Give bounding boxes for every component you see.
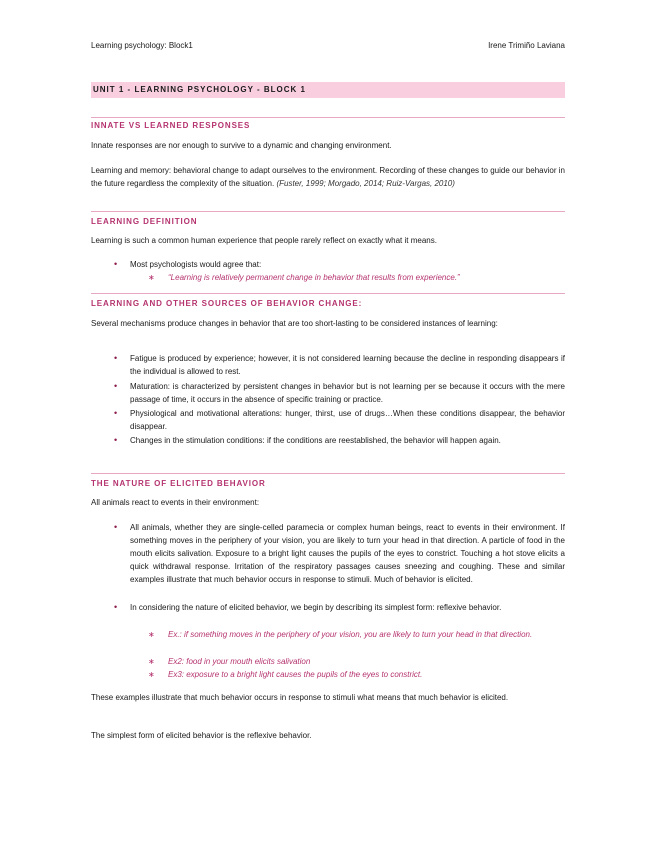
paragraph: All animals react to events in their environment: — [91, 498, 260, 507]
header-right: Irene Trimiño Laviana — [488, 41, 565, 50]
paragraph: Innate responses are nor enough to survive to a dynamic and changing environment. — [91, 141, 392, 150]
example-item: ∗ Ex3: exposure to a bright light causes the pupils of the eyes to constrict. — [168, 668, 565, 681]
paragraph: The simplest form of elicited behavior is the reflexive behavior. — [91, 731, 312, 740]
paragraph: Several mechanisms produce changes in behavior that are too short-lasting to be considered instances of learning: — [91, 319, 498, 328]
list-item: • Changes in the stimulation conditions: if the conditions are reestablished, the behavior will happen again. — [130, 434, 565, 447]
paragraph — [91, 164, 565, 190]
list-item: • Maturation: is characterized by persistent changes in behavior but is not learning per se because it occurs with the mere passage of time, it occurs in the absence of specific training or practice. — [130, 380, 565, 406]
example-item: ∗ Ex2: food in your mouth elicits salivation — [168, 655, 565, 668]
section-rule — [91, 117, 565, 118]
section-rule — [91, 211, 565, 212]
quote-item: ∗ “Learning is relatively permanent change in behavior that results from experience.” — [168, 271, 565, 284]
list-item: • Fatigue is produced by experience; however, it is not considered learning because the decline in responding disappears if the individual is allowed to rest. — [130, 352, 565, 378]
list-item: • Physiological and motivational alterations: hunger, thirst, use of drugs…When these conditions disappear, the behavior disappear. — [130, 407, 565, 433]
list-item: • Most psychologists would agree that: — [130, 258, 565, 271]
example-item: ∗ Ex.: if something moves in the periphery of your vision, you are likely to turn your head in that direction. — [168, 628, 565, 641]
section-title-elicited: THE NATURE OF ELICITED BEHAVIOR — [91, 479, 266, 488]
paragraph: Learning is such a common human experience that people rarely reflect on exactly what it means. — [91, 236, 437, 245]
unit-title: UNIT 1 - LEARNING PSYCHOLOGY - BLOCK 1 — [91, 82, 565, 98]
citation: (Fuster, 1999; Morgado, 2014; Ruiz-Vargas, 2010) — [276, 179, 455, 188]
list-item: • In considering the nature of elicited behavior, we begin by describing its simplest form: reflexive behavior. — [130, 601, 565, 614]
section-title-innate: INNATE VS LEARNED RESPONSES — [91, 121, 251, 130]
paragraph-text: Learning and memory: behavioral change to adapt ourselves to the environment. Recording of these changes to guide our behavior in the future regardless the complexity of the situation. — [91, 166, 565, 188]
list-item: • All animals, whether they are single-celled paramecia or complex human beings, react to events in their environment. If something moves in the periphery of your vision, you are likely to turn your head in that direction. A particle of food in the mouth elicits salivation. Exposure to a bright light causes the pupils of the eyes to constrict. Touching a hot stove elicits a quick withdrawal response. Irritation of the respiratory passages causes sneezing and coughing. These and similar examples illustrate that much behavior occurs in response to stimuli. Much of behavior is elicited. — [130, 521, 565, 586]
header-left: Learning psychology: Block1 — [91, 41, 193, 50]
section-rule — [91, 473, 565, 474]
section-title-sources: LEARNING AND OTHER SOURCES OF BEHAVIOR CHANGE: — [91, 299, 363, 308]
paragraph: These examples illustrate that much behavior occurs in response to stimuli what means that much behavior is elicited. — [91, 693, 509, 702]
running-header — [91, 41, 565, 50]
section-title-definition: LEARNING DEFINITION — [91, 217, 198, 226]
section-rule — [91, 293, 565, 294]
